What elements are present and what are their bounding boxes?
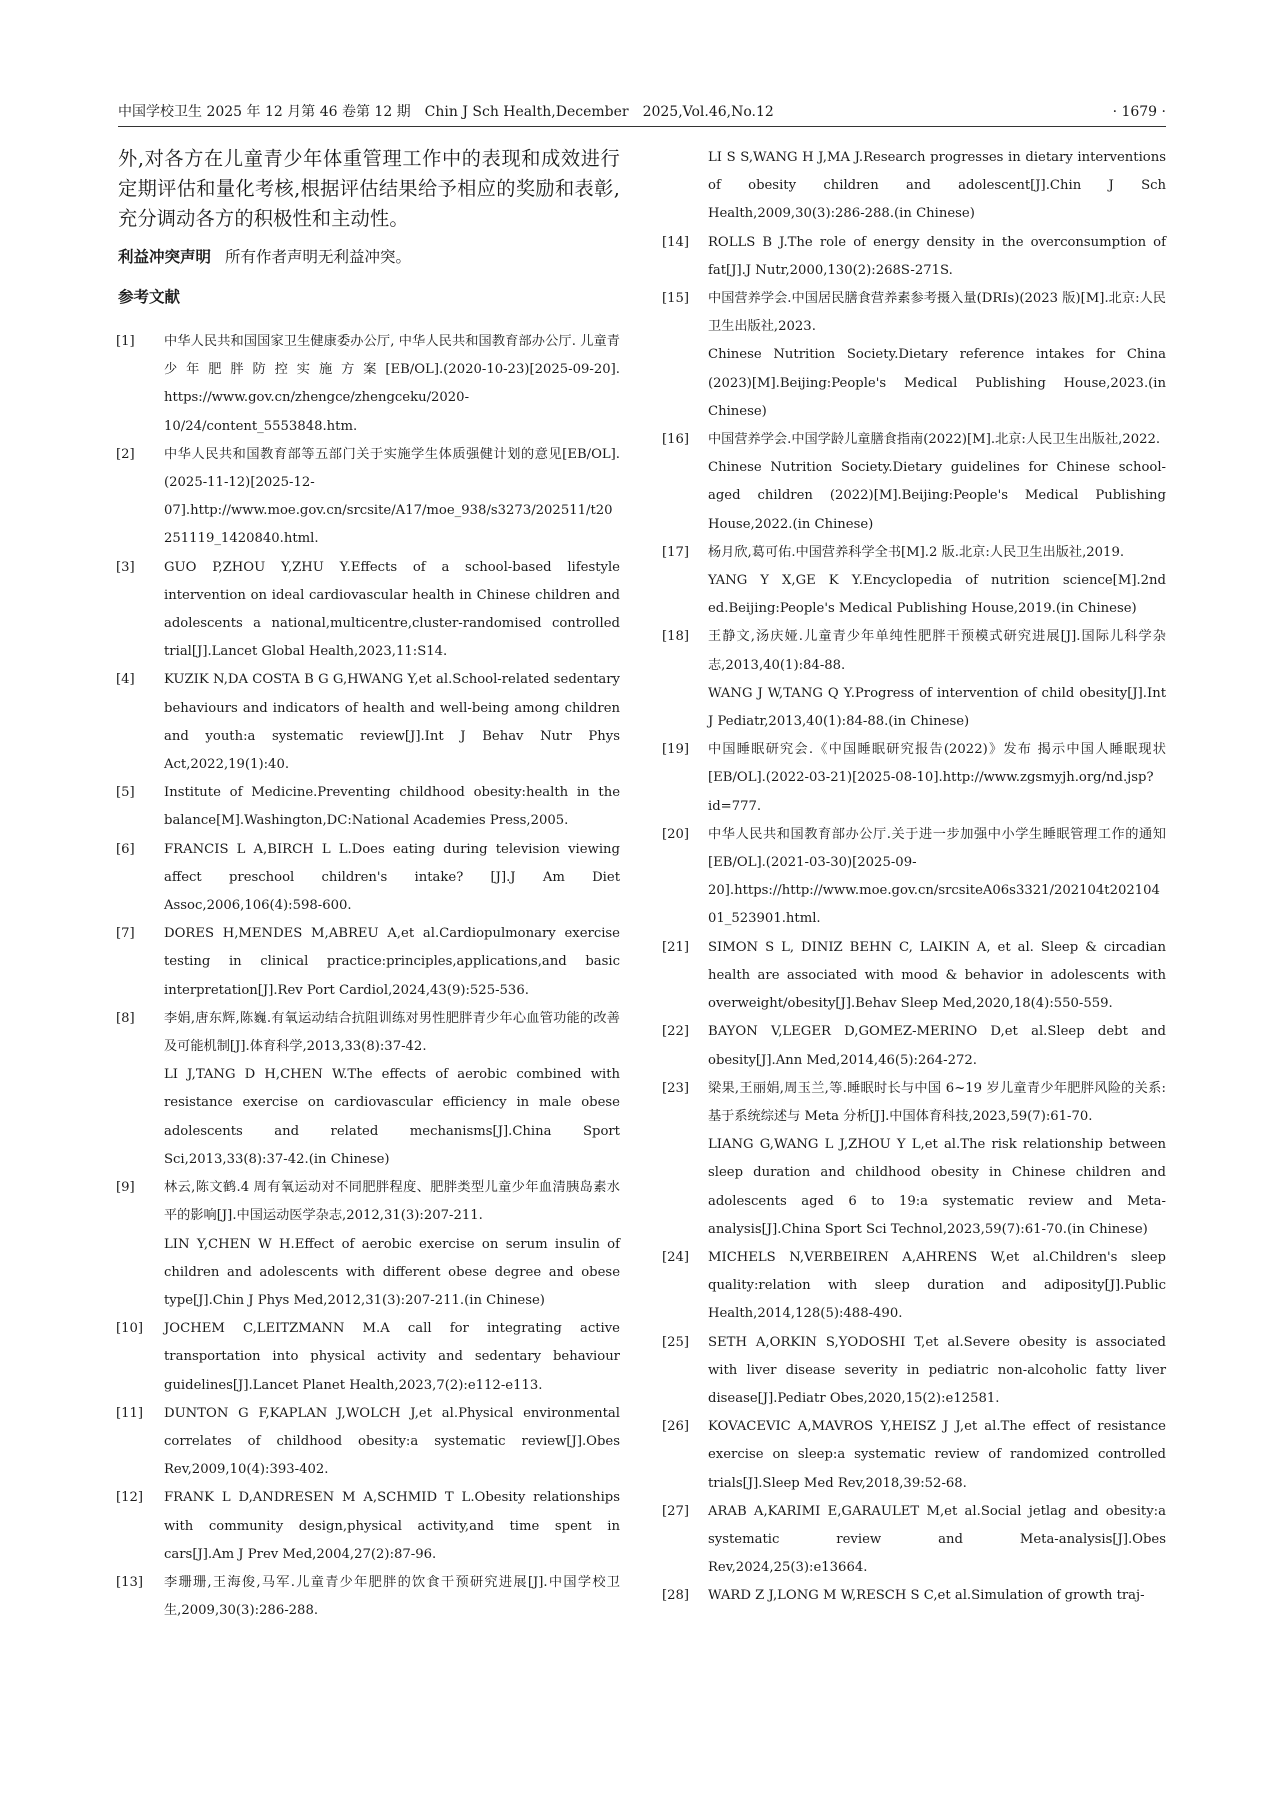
reference-number: [16] <box>662 432 690 448</box>
reference-item <box>662 934 1166 1019</box>
reference-text: JOCHEM C,LEITZMANN M.A call for integrating active transportation into physical activity and sedentary behaviour guidelines[J].Lancet Planet Health,2023,7(2):e112-e113. <box>164 1321 620 1393</box>
reference-text: 中国营养学会.中国居民膳食营养素参考摄入量(DRIs)(2023 版)[M].北京:人民卫生出版社,2023. <box>708 291 1166 335</box>
reference-item <box>118 1569 620 1625</box>
reference-item <box>662 1582 1166 1610</box>
reference-text: FRANK L D,ANDRESEN M A,SCHMID T L.Obesity relationships with community design,physical activity,and time spent in cars[J].Am J Prev Med,2004,27(2):87-96. <box>164 1490 620 1562</box>
reference-item <box>662 623 1166 736</box>
reference-number: [18] <box>662 629 690 645</box>
reference-number: [27] <box>662 1503 690 1519</box>
page-number: · 1679 · <box>1112 104 1166 120</box>
reference-item <box>662 821 1166 934</box>
reference-text: ARAB A,KARIMI E,GARAULET M,et al.Social jetlag and obesity:a systematic review and Meta-analysis[J].Obes Rev,2024,25(3):e13664. <box>708 1503 1166 1576</box>
reference-text: 李娟,唐东辉,陈巍.有氧运动结合抗阻训练对男性肥胖青少年心血管功能的改善及可能机制[J].体育科学,2013,33(8):37-42. <box>164 1010 620 1055</box>
reference-item <box>118 836 620 921</box>
reference-text: WARD Z J,LONG M W,RESCH S C,et al.Simulation of growth traj- <box>708 1588 1145 1604</box>
reference-english-text: Chinese Nutrition Society.Dietary guidelines for Chinese school-aged children (2022)[M].Beijing:People's Medical Publishing House,2022.(in Chinese) <box>708 460 1166 532</box>
reference-text: 杨月欣,葛可佑.中国营养科学全书[M].2 版.北京:人民卫生出版社,2019. <box>708 544 1125 560</box>
reference-number: [6] <box>116 841 135 857</box>
left-column <box>118 144 620 1625</box>
reference-item <box>118 920 620 1005</box>
running-header <box>118 100 1166 127</box>
reference-text: SETH A,ORKIN S,YODOSHI T,et al.Severe obesity is associated with liver disease severity in pediatric non-alcoholic fatty liver disease[J].Pediatr Obes,2020,15(2):e12581. <box>708 1334 1166 1406</box>
body-paragraph: 外,对各方在儿童青少年体重管理工作中的表现和成效进行定期评估和量化考核,根据评估结果给予相应的奖励和表彰,充分调动各方的积极性和主动性。 <box>118 147 620 230</box>
reference-text: 王静文,汤庆娅.儿童青少年单纯性肥胖干预模式研究进展[J].国际儿科学杂志,2013,40(1):84-88. <box>708 629 1166 673</box>
reference-number: [26] <box>662 1419 690 1435</box>
reference-text: 李珊珊,王海俊,马军.儿童青少年肥胖的饮食干预研究进展[J].中国学校卫生,2009,30(3):286-288. <box>164 1574 620 1619</box>
reference-english-text: WANG J W,TANG Q Y.Progress of intervention of child obesity[J].Int J Pediatr,2013,40(1):84-88.(in Chinese) <box>708 685 1166 730</box>
conflict-text: 所有作者声明无利益冲突。 <box>225 248 412 266</box>
right-column <box>662 144 1166 1611</box>
reference-item <box>118 328 620 441</box>
reference-number: [20] <box>662 826 690 842</box>
reference-item <box>118 1174 620 1315</box>
reference-number: [10] <box>116 1321 144 1337</box>
reference-text: SIMON S L, DINIZ BEHN C, LAIKIN A, et al. Sleep & circadian health are associated with mood & behavior in adolescents with overweight/obesity[J].Behav Sleep Med,2020,18(4):550-559. <box>708 939 1166 1012</box>
conflict-label: 利益冲突声明 <box>118 248 212 266</box>
reference-list-left <box>118 328 620 1625</box>
reference-text: Institute of Medicine.Preventing childhood obesity:health in the balance[M].Washington,DC:National Academies Press,2005. <box>164 785 620 829</box>
reference-item <box>118 554 620 667</box>
reference-list-right <box>662 229 1166 1611</box>
reference-text: FRANCIS L A,BIRCH L L.Does eating during television viewing affect preschool children's intake? [J].J Am Diet Assoc,2006,106(4):598-600. <box>164 841 620 914</box>
reference-number: [15] <box>662 291 690 307</box>
reference-item <box>662 736 1166 821</box>
reference-item <box>118 1315 620 1400</box>
reference-number: [21] <box>662 939 690 955</box>
reference-english-text: LIN Y,CHEN W H.Effect of aerobic exercise on serum insulin of children and adolescents with different obese degree and obese type[J].Chin J Phys Med,2012,31(3):207-211.(in Chinese) <box>164 1236 620 1308</box>
reference-number: [5] <box>116 785 135 801</box>
reference-english-text: YANG Y X,GE K Y.Encyclopedia of nutrition science[M].2nd ed.Beijing:People's Medical Publishing House,2019.(in Chinese) <box>708 573 1166 617</box>
reference-text: 林云,陈文鹤.4 周有氧运动对不同肥胖程度、肥胖类型儿童少年血清胰岛素水平的影响[J].中国运动医学杂志,2012,31(3):207-211. <box>164 1180 620 1224</box>
reference-text: 中华人民共和国教育部等五部门关于实施学生体质强健计划的意见[EB/OL].(2025-11-12)[2025-12-07].http://www.moe.gov.cn/srcsite/A17/moe_938/s3273/202511/t20251119_1420840.html. <box>164 446 620 547</box>
reference-item <box>662 1413 1166 1498</box>
reference-item <box>662 1498 1166 1583</box>
reference-number: [3] <box>116 559 135 575</box>
reference-item <box>662 426 1166 539</box>
reference-item <box>662 539 1166 624</box>
reference-text: ROLLS B J.The role of energy density in the overconsumption of fat[J].J Nutr,2000,130(2):268S-271S. <box>708 234 1166 278</box>
reference-text: DUNTON G F,KAPLAN J,WOLCH J,et al.Physical environmental correlates of childhood obesity:a systematic review[J].Obes Rev,2009,10(4):393-402. <box>164 1405 620 1478</box>
reference-text: BAYON V,LEGER D,GOMEZ-MERINO D,et al.Sleep debt and obesity[J].Ann Med,2014,46(5):264-272. <box>708 1024 1166 1068</box>
reference-number: [12] <box>116 1490 144 1506</box>
journal-citation: 中国学校卫生 2025 年 12 月第 46 卷第 12 期 Chin J Sch Health,December 2025,Vol.46,No.12 <box>118 104 774 120</box>
reference-number: [19] <box>662 742 690 758</box>
conflict-of-interest <box>118 246 620 268</box>
reference-number: [9] <box>116 1180 135 1196</box>
reference-text: 中华人民共和国国家卫生健康委办公厅, 中华人民共和国教育部办公厅. 儿童青少年肥胖防控实施方案[EB/OL].(2020-10-23)[2025-09-20]. https://www.gov.cn/zhengce/zhengceku/2020-10/24/content_5553848.htm. <box>164 334 620 434</box>
reference-number: [1] <box>116 334 135 349</box>
reference-item <box>662 1244 1166 1329</box>
references-heading: 参考文献 <box>118 288 181 306</box>
reference-text: DORES H,MENDES M,ABREU A,et al.Cardiopulmonary exercise testing in clinical practice:principles,applications,and basic interpretation[J].Rev Port Cardiol,2024,43(9):525-536. <box>164 926 620 998</box>
reference-english-text: LIANG G,WANG L J,ZHOU Y L,et al.The risk relationship between sleep duration and childhood obesity in Chinese children and adolescents aged 6 to 19:a systematic review and Meta-analysis[J].China Sport Sci Technol,2023,59(7):61-70.(in Chinese) <box>708 1137 1166 1237</box>
reference-number: [4] <box>116 672 135 688</box>
reference-number: [13] <box>116 1574 144 1590</box>
reference-number: [11] <box>116 1405 144 1421</box>
reference-item <box>662 229 1166 285</box>
reference-text: KOVACEVIC A,MAVROS Y,HEISZ J J,et al.The effect of resistance exercise on sleep:a systematic review of randomized controlled trials[J].Sleep Med Rev,2018,39:52-68. <box>708 1419 1166 1491</box>
reference-text: MICHELS N,VERBEIREN A,AHRENS W,et al.Children's sleep quality:relation with sleep duration and adiposity[J].Public Health,2014,128(5):488-490. <box>708 1249 1166 1322</box>
reference-number: [28] <box>662 1588 690 1604</box>
reference-english-text: Chinese Nutrition Society.Dietary reference intakes for China (2023)[M].Beijing:People's Medical Publishing House,2023.(in Chinese) <box>708 347 1166 419</box>
reference-number: [8] <box>116 1010 135 1026</box>
reference-item <box>118 1005 620 1174</box>
reference-number: [25] <box>662 1334 690 1350</box>
reference-13-continuation: LI S S,WANG H J,MA J.Research progresses in dietary interventions of obesity children and adolescent[J].Chin J Sch Health,2009,30(3):286-288.(in Chinese) <box>708 150 1166 222</box>
reference-item <box>118 666 620 779</box>
reference-item <box>662 1018 1166 1074</box>
reference-item <box>118 1484 620 1569</box>
reference-text: 中华人民共和国教育部办公厅.关于进一步加强中小学生睡眠管理工作的通知[EB/OL].(2021-03-30)[2025-09-20].https://http://www.moe.gov.cn/srcsiteA06s3321/202104t20210401_523901.html. <box>708 826 1166 927</box>
reference-text: KUZIK N,DA COSTA B G G,HWANG Y,et al.School-related sedentary behaviours and indicators of health and well-being among children and youth:a systematic review[J].Int J Behav Nutr Phys Act,2022,19(1):40. <box>164 672 620 773</box>
reference-number: [7] <box>116 926 135 942</box>
reference-text: 中国睡眠研究会.《中国睡眠研究报告(2022)》发布 揭示中国人睡眠现状[EB/OL].(2022-03-21)[2025-08-10].http://www.zgsmyjh.org/nd.jsp? id=777. <box>708 742 1166 814</box>
reference-item <box>662 285 1166 426</box>
reference-text: 梁果,王丽娟,周玉兰,等.睡眠时长与中国 6~19 岁儿童青少年肥胖风险的关系:基于系统综述与 Meta 分析[J].中国体育科技,2023,59(7):61-70. <box>708 1080 1166 1124</box>
reference-item <box>118 441 620 554</box>
reference-number: [17] <box>662 544 690 560</box>
reference-item <box>662 1329 1166 1414</box>
reference-number: [2] <box>116 446 135 462</box>
reference-item <box>118 779 620 835</box>
reference-number: [22] <box>662 1024 690 1040</box>
reference-number: [24] <box>662 1249 690 1265</box>
reference-english-text: LI J,TANG D H,CHEN W.The effects of aerobic combined with resistance exercise on cardiovascular efficiency in male obese adolescents and related mechanisms[J].China Sport Sci,2013,33(8):37-42.(in Chinese) <box>164 1067 620 1167</box>
reference-item <box>118 1400 620 1485</box>
reference-text: GUO P,ZHOU Y,ZHU Y.Effects of a school-based lifestyle intervention on ideal cardiovascular health in Chinese children and adolescents a national,multicentre,cluster-randomised controlled trial[J].Lancet Global Health,2023,11:S14. <box>164 559 620 660</box>
reference-item <box>662 1075 1166 1244</box>
reference-number: [14] <box>662 234 690 250</box>
reference-text: 中国营养学会.中国学龄儿童膳食指南(2022)[M].北京:人民卫生出版社,2022. <box>708 432 1161 448</box>
reference-number: [23] <box>662 1080 690 1096</box>
